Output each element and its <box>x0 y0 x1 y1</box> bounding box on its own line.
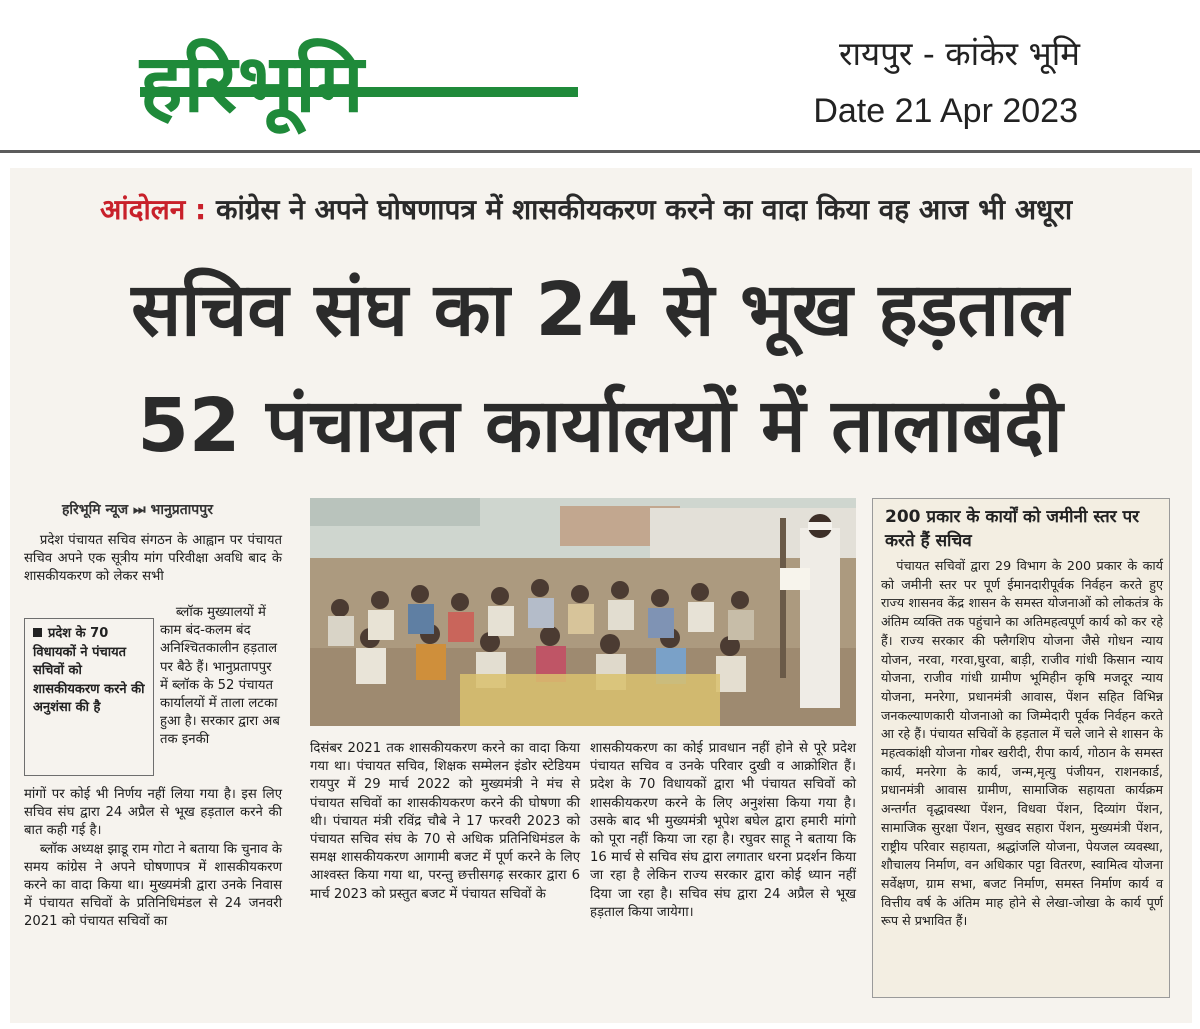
paragraph: शासकीयकरण का कोई प्रावधान नहीं होने से पूरे प्रदेश पंचायत सचिव व उनके परिवार दुखी व आक्रोशित हैं। प्रदेश के 70 विधायकों द्वारा भी पंचायत सचिवों को शासकीयकरण करने के लिए अनुशंसा किया गया है। उसके बाद भी मुख्यमंत्री भूपेश बघेल द्वारा हमारी मांगो को पूरा नहीं किया जा रहा है। रघुवर साहू ने बताया कि 16 मार्च से सचिव संघ द्वारा लगातार धरना प्रदर्शन किया जा रहा है लेकिन राज्य सरकार द्वारा कोई ध्यान नहीं दिया जा रहा है। सचिव संघ द्वारा 24 अप्रैल से भूख हड़ताल किया जायेगा। <box>590 741 856 920</box>
news-photo-protest <box>310 498 856 726</box>
newspaper-logo <box>140 38 580 130</box>
header-divider <box>0 150 1200 153</box>
kicker-label: आंदोलन <box>100 193 186 226</box>
article-column-3 <box>590 740 856 922</box>
paragraph: ब्लॉक अध्यक्ष झाडू राम गोटा ने बताया कि चुनाव के समय कांग्रेस ने अपने घोषणापत्र में शासकीयकरण करने का वादा किया था। मुख्यमंत्री द्वारा उनके निवास में पंचायत सचिवों के प्रतिनिधिमंडल से 24 जनवरी 2021 को पंचायत सचिवों का <box>24 841 282 930</box>
sidebar-title: 200 प्रकार के कार्यों को जमीनी स्तर पर करते हैं सचिव <box>885 507 1140 551</box>
logo-text: हरिभूमि <box>140 37 365 130</box>
paragraph: पंचायत सचिवों द्वारा 29 विभाग के 200 प्रकार के कार्य को जमीनी स्तर पर पूर्ण ईमानदारीपूर्वक निर्वहन करते हुए राज्य शासनव केंद्र शासन के समस्त योजनाओं को लोकतंत्र के अंतिम व्यक्ति तक पहुंचाने का अतिमहत्वपूर्ण कार्य को कर रहे हैं। राज्य सरकार की फ्लैगशिप योजना जैसे गोधन न्याय योजन, नरवा, गरवा,घुरवा, बाड़ी, राजीव गांधी किसान न्याय योजना, राजीव गांधी ग्रामीण भूमिहीन कृषि मजदूर न्याय योजना, मनरेगा, प्रधानमंत्री आवास, पेंशन सहित विभिन्न जनकल्याणकारी योजनाओ का जिम्मेदारी पूर्वक निर्वहन करते आ रहे हैं। पंचायत सचिवों के हड़ताल में चले जाने से शासन के महत्वकांक्षी योजना गोबर खरीदी, रीपा कार्य, गोठान के समस्त कार्य, मनरेगा के कार्य, जन्म,मृत्यु पंजीयन, राशनकार्ड, प्रधानमंत्री आवास ग्रामीण, सामाजिक सहायता कार्यक्रम अन्तर्गत वृद्धावस्था पेंशन, विधवा पेंशन, दिव्यांग पेंशन, सामाजिक सुरक्षा पेंशन, सुखद सहारा पेंशन, मुख्यमंत्री पेंशन, राष्ट्रीय परिवार सहायता, श्रद्धांजलि योजना, पेयजल व्यवस्था, शौचालय निर्माण, वन अधिकार पट्टा वितरण, स्वामित्व योजना सर्वेक्षण, ग्राम सभा, बजट निर्माण, समस्त निर्माण कार्य व वित्तीय वर्ष के अंतिम माह होने से लेखा-जोखा के कार्य पूर्ण रूप से प्रभावित हैं। <box>881 558 1163 929</box>
headline-line-1: सचिव संघ का 24 से भूख हड़ताल <box>131 267 1069 353</box>
pull-quote <box>33 625 147 718</box>
square-bullet-icon <box>33 628 42 637</box>
kicker-text: कांग्रेस ने अपने घोषणापत्र में शासकीयकरण करने का वादा किया वह आज भी अधूरा <box>215 193 1073 226</box>
article-column-1-beside-quote <box>160 604 282 750</box>
paragraph: ब्लॉक मुख्यालयों में काम बंद-कलम बंद अनिश्चितकालीन हड़ताल पर बैठे हैं। भानुप्रतापपुर में ब्लॉक के 52 पंचायत कार्यालयों में ताला लटका हुआ है। सरकार द्वारा अब तक इनकी <box>160 605 280 748</box>
edition-name: रायपुर - कांकेर भूमि <box>838 34 1080 73</box>
article-column-2 <box>310 740 580 904</box>
publication-date: Date 21 Apr 2023 <box>813 92 1078 130</box>
article-column-1-rest <box>24 786 282 932</box>
pull-quote-box <box>24 618 154 776</box>
sidebar-body <box>881 557 1163 931</box>
photo-illustration <box>310 498 856 726</box>
headline-line-2: 52 पंचायत कार्यालयों में तालाबंदी <box>137 383 1063 469</box>
paragraph: प्रदेश पंचायत सचिव संगठन के आह्वान पर पंचायत सचिव अपने एक सूत्रीय मांग परिवीक्षा अवधि बाद के शासकीयकरण को लेकर सभी <box>24 533 282 585</box>
article-kicker <box>100 190 1110 238</box>
article-column-1-intro <box>24 532 282 587</box>
paragraph: मांगों पर कोई भी निर्णय नहीं लिया गया है। इस लिए सचिव संघ द्वारा 24 अप्रैल से भूख हड़ताल करने की बात कही गई है। <box>24 787 282 839</box>
sidebar-box <box>872 498 1170 998</box>
pull-quote-text: प्रदेश के 70 विधायकों ने पंचायत सचिवों को शासकीयकरण करने की अनुशंसा की है <box>33 626 145 716</box>
kicker-colon: : <box>185 193 216 226</box>
paragraph: दिसंबर 2021 तक शासकीयकरण करने का वादा किया गया था। पंचायत सचिव, शिक्षक सम्मेलन इंडोर स्टेडियम रायपुर में 29 मार्च 2022 को मुख्यमंत्री ने मंच से पंचायत सचिवों का शासकीयकरण करने की घोषणा की थी। पंचायत मंत्री रविंद्र चौबे ने 17 फरवरी 2023 को पंचायत सचिव संघ के 70 से अधिक प्रतिनिधिमंडल के समक्ष शासकीयकरण आगामी बजट में पूर्ण करने के लिए आश्वस्त किया गया था, परन्तु छत्तीसगढ़ सरकार द्वारा 6 मार्च 2023 को प्रस्तुत बजट में पंचायत सचिवों के <box>310 741 580 902</box>
byline: हरिभूमि न्यूज ⏭ भानुप्रतापपुर <box>62 502 213 518</box>
